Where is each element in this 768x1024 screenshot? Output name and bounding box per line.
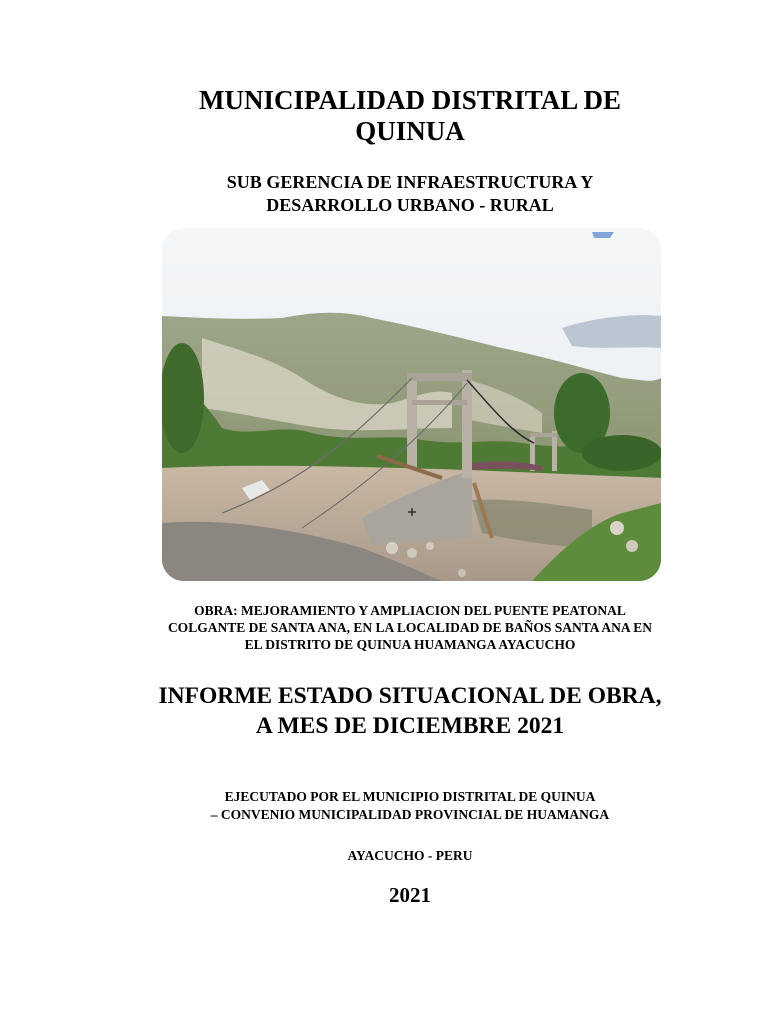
informe-line-2: A MES DE DICIEMBRE 2021	[255, 713, 565, 739]
obra-description	[60, 602, 760, 653]
location-text: AYACUCHO - PERU	[347, 848, 473, 863]
ejecutado-line-2: – CONVENIO MUNICIPALIDAD PROVINCIAL DE HUAMANGA	[210, 807, 610, 822]
document-title	[60, 85, 760, 147]
document-subtitle	[60, 171, 760, 217]
ejecutado-line-1: EJECUTADO POR EL MUNICIPIO DISTRITAL DE QUINUA	[224, 789, 596, 804]
title-line-1: MUNICIPALIDAD DISTRITAL DE	[198, 85, 622, 115]
informe-line-1: INFORME ESTADO SITUACIONAL DE OBRA,	[158, 683, 662, 709]
obra-line-3: EL DISTRITO DE QUINUA HUAMANGA AYACUCHO	[244, 637, 576, 652]
year-text: 2021	[389, 883, 431, 907]
bridge-photo	[162, 228, 661, 581]
obra-line-2: COLGANTE DE SANTA ANA, EN LA LOCALIDAD DE BAÑOS SANTA ANA EN	[167, 620, 653, 635]
executed-by	[60, 788, 760, 824]
report-heading	[60, 681, 760, 741]
subtitle-line-2: DESARROLLO URBANO - RURAL	[266, 195, 554, 215]
subtitle-line-1: SUB GERENCIA DE INFRAESTRUCTURA Y	[226, 172, 594, 192]
title-line-2: QUINUA	[355, 116, 465, 146]
obra-line-1: OBRA: MEJORAMIENTO Y AMPLIACION DEL PUENTE PEATONAL	[194, 603, 626, 618]
